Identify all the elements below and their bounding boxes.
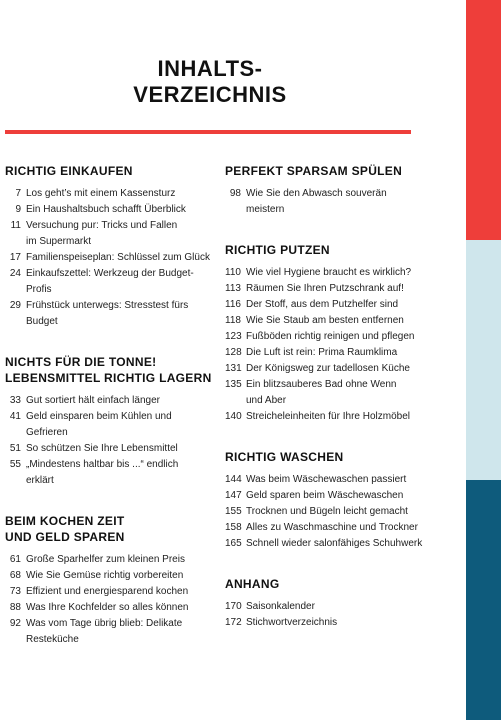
section-title-line: PERFEKT SPARSAM SPÜLEN [225,164,403,178]
entry-title [26,457,215,489]
entry-title [26,250,215,266]
entry-title-line: Was vom Tage übrig blieb: Delikate [26,618,183,629]
toc-entry [5,568,215,584]
section-title-line: RICHTIG WASCHEN [225,450,344,464]
entry-title [246,297,465,313]
section-title-line: ANHANG [225,577,280,591]
toc-entry [225,520,465,536]
entry-title-line: Streicheleinheiten für Ihre Holzmöbel [246,411,410,422]
toc-entry [5,186,215,202]
entry-title-line: Saisonkalender [246,601,315,612]
entry-title-line: erklärt [26,475,54,486]
toc-section [225,163,465,218]
entry-title [26,552,215,568]
page-number: 88 [9,602,21,613]
entry-title [246,313,465,329]
page-number: 144 [225,474,242,485]
entry-title-line: Große Sparhelfer zum kleinen Preis [26,554,185,565]
page-number: 24 [9,268,21,279]
page-number: 172 [225,617,242,628]
entry-title-line: Schnell wieder salonfähiges Schuhwerk [246,538,423,549]
section-title [225,163,465,179]
page-number: 165 [225,538,242,549]
entry-title [246,472,465,488]
toc-entry [5,202,215,218]
page-number: 68 [9,570,21,581]
entry-title-line: Was Ihre Kochfelder so alles können [26,602,189,613]
entry-title-line: Effizient und energiesparend kochen [26,586,189,597]
section-title-line: UND GELD SPAREN [5,530,125,544]
entry-title-line: Was beim Wäschewaschen passiert [246,474,407,485]
entry-title-line: Wie Sie Gemüse richtig vorbereiten [26,570,184,581]
toc-entry [225,504,465,520]
entry-title-line: Die Luft ist rein: Prima Raumklima [246,347,398,358]
page-number: 7 [15,188,21,199]
entry-title-line: Versuchung pur: Tricks und Fallen [26,220,178,231]
entry-title-line: „Mindestens haltbar bis ...“ endlich [26,459,179,470]
page-number: 147 [225,490,242,501]
entry-title-line: Gut sortiert hält einfach länger [26,395,160,406]
toc-entry [5,584,215,600]
entry-title [246,265,465,281]
section-title-line: LEBENSMITTEL RICHTIG LAGERN [5,371,212,385]
entry-title [26,218,215,250]
page-number: 110 [225,267,241,278]
entry-title-line: Fußböden richtig reinigen und pflegen [246,331,415,342]
toc-section [5,163,215,330]
page-number: 155 [225,506,242,517]
toc-section [225,576,465,631]
toc-entry [225,361,465,377]
entry-title [246,536,465,552]
entry-title [26,409,215,441]
entry-title [246,377,465,409]
page-title-line-1: INHALTS- [157,56,263,81]
entry-title-line: Familienspeiseplan: Schlüssel zum Glück [26,252,210,263]
entry-title-line: Der Königsweg zur tadellosen Küche [246,363,410,374]
section-title [5,354,215,386]
page-title-line-2: VERZEICHNIS [133,82,287,107]
page-number: 9 [15,204,21,215]
entry-title-line: Ein blitzsauberes Bad ohne Wenn [246,379,397,390]
page-number: 131 [225,363,242,374]
page-number: 33 [9,395,21,406]
entry-title [26,441,215,457]
section-title-line: RICHTIG PUTZEN [225,243,330,257]
page-number: 113 [225,283,241,294]
toc-entry [5,393,215,409]
entry-title [26,584,215,600]
toc-entry [5,552,215,568]
entry-title-line: Geld sparen beim Wäschewaschen [246,490,404,501]
toc-section [5,354,215,489]
entry-title-line: Ein Haushaltsbuch schafft Überblick [26,204,186,215]
entry-title [26,266,215,298]
page-number: 55 [9,459,21,470]
page-number: 135 [225,379,242,390]
toc-entry [5,600,215,616]
toc-entry [5,457,215,489]
entry-title-line: Frühstück unterwegs: Stresstest fürs [26,300,189,311]
page-number: 17 [9,252,21,263]
page-number: 92 [9,618,21,629]
toc-section [225,449,465,552]
section-title [225,242,465,258]
toc-entry [225,409,465,425]
toc-entry [225,281,465,297]
page-number: 116 [225,299,241,310]
section-title-line: BEIM KOCHEN ZEIT [5,514,125,528]
toc-entry [225,345,465,361]
page-number: 73 [9,586,21,597]
entry-title-line: Los geht’s mit einem Kassensturz [26,188,176,199]
entry-title [246,345,465,361]
entry-title [246,504,465,520]
toc-entry [225,536,465,552]
entry-title [246,615,465,631]
toc-entry [5,266,215,298]
entry-title [26,393,215,409]
toc-entry [225,472,465,488]
entry-title [246,186,465,218]
toc-right-column [225,163,465,655]
page-number: 11 [10,220,21,231]
entry-title-line: und Aber [246,395,287,406]
color-sidebar [466,0,501,720]
page-number: 61 [9,554,21,565]
toc-entry [225,599,465,615]
entry-title-line: Profis [26,284,52,295]
page-number: 128 [225,347,242,358]
entry-title-line: meistern [246,204,285,215]
entry-title-line: Wie Sie den Abwasch souverän [246,188,387,199]
toc-entry [225,265,465,281]
toc-entry [225,488,465,504]
toc-left-column [5,163,215,672]
entry-title [246,409,465,425]
entry-title-line: Geld einsparen beim Kühlen und [26,411,172,422]
entry-title [246,361,465,377]
entry-title-line: Wie viel Hygiene braucht es wirklich? [246,267,412,278]
entry-title [26,616,215,648]
toc-entry [225,377,465,409]
toc-entry [225,615,465,631]
entry-title-line: Budget [26,316,58,327]
toc-section [5,513,215,648]
sidebar-dark-blue-band [466,480,501,720]
section-title [225,576,465,592]
entry-title-line: Räumen Sie Ihren Putzschrank auf! [246,283,404,294]
toc-entry [5,218,215,250]
entry-title [26,600,215,616]
entry-title-line: Trocknen und Bügeln leicht gemacht [246,506,408,517]
page-number: 158 [225,522,242,533]
toc-entry [5,409,215,441]
toc-entry [225,186,465,218]
toc-entry [5,250,215,266]
page-number: 51 [9,443,21,454]
sidebar-red-band [466,0,501,240]
page-number: 29 [9,300,21,311]
title-divider [5,130,411,134]
page-title [80,56,340,108]
toc-entry [225,297,465,313]
page-number: 123 [225,331,242,342]
entry-title [26,568,215,584]
entry-title [26,186,215,202]
entry-title [246,281,465,297]
page-number: 98 [229,188,241,199]
entry-title [26,298,215,330]
page-number: 170 [225,601,242,612]
entry-title [246,329,465,345]
section-title [225,449,465,465]
entry-title [26,202,215,218]
entry-title [246,599,465,615]
section-title-line: NICHTS FÜR DIE TONNE! [5,355,157,369]
entry-title [246,520,465,536]
entry-title-line: Resteküche [26,634,79,645]
entry-title [246,488,465,504]
entry-title-line: Der Stoff, aus dem Putzhelfer sind [246,299,399,310]
toc-entry [5,298,215,330]
entry-title-line: Einkaufszettel: Werkzeug der Budget- [26,268,194,279]
section-title [5,513,215,545]
entry-title-line: Stichwortverzeichnis [246,617,338,628]
toc-section [225,242,465,425]
toc-entry [5,441,215,457]
entry-title-line: im Supermarkt [26,236,92,247]
section-title-line: RICHTIG EINKAUFEN [5,164,133,178]
page-number: 140 [225,411,242,422]
toc-entry [5,616,215,648]
entry-title-line: Alles zu Waschmaschine und Trockner [246,522,418,533]
page-number: 118 [225,315,241,326]
entry-title-line: So schützen Sie Ihre Lebensmittel [26,443,178,454]
section-title [5,163,215,179]
toc-entry [225,313,465,329]
toc-entry [225,329,465,345]
page-number: 41 [9,411,21,422]
entry-title-line: Wie Sie Staub am besten entfernen [246,315,404,326]
sidebar-light-blue-band [466,240,501,480]
entry-title-line: Gefrieren [26,427,68,438]
